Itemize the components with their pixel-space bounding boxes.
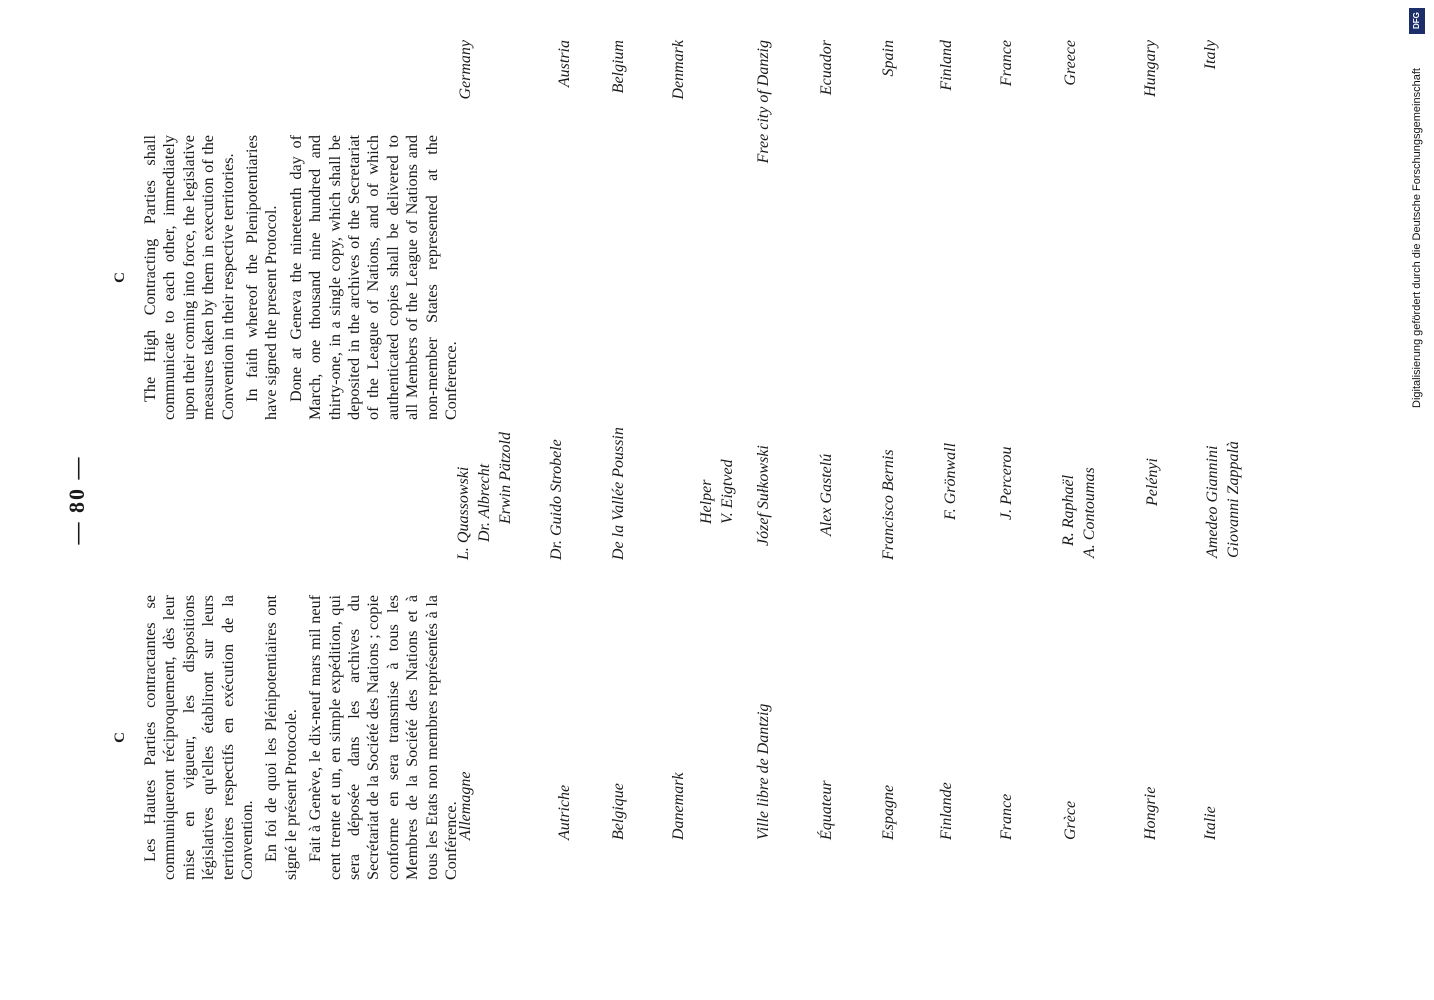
country-name-english: Ecuador [818, 40, 835, 96]
english-paragraph-done-at: Done at Geneva the nineteenth day of March, one thousand nine hundred and thirty-one, in a single copy, which shall be deposited in the archives of the Secretariat of the League of Nations, and of which authenticated copies shall be delivered to all Members of the League of Nations and non-member States represented at the Conference. [286, 135, 461, 420]
english-column-mark: C [112, 272, 128, 283]
country-name-french: Allemagne [457, 771, 474, 840]
country-name-french: Équateur [818, 780, 835, 840]
signer-name: Giovanni Zappalà [1225, 441, 1242, 558]
watermark-caption: Digitalisierung gefördert durch die Deutsche Forschungsgemeinschaft [1411, 68, 1423, 408]
country-name-english: Greece [1062, 40, 1079, 86]
country-name-french: Danemark [670, 772, 687, 840]
english-paragraph-faith: In faith whereof the Plenipotentiaries have signed the present Protocol. [243, 135, 281, 420]
country-name-french: Grèce [1062, 800, 1079, 840]
signer-names [753, 420, 774, 560]
country-name-french: Ville libre de Dantzig [755, 703, 772, 840]
signer-name: R. Raphaël [1060, 474, 1077, 546]
watermark-text [1404, 8, 1430, 408]
country-name-english: Finland [938, 40, 955, 91]
country-name-french: Belgique [610, 783, 627, 840]
country-name-french: Finlande [938, 782, 955, 840]
signer-name: V. Eigtved [719, 459, 736, 524]
signer-name: L. Quassowski [455, 466, 472, 560]
signer-name: Alex Gastelú [818, 453, 835, 536]
signer-names [546, 420, 567, 560]
signer-name: Francisco Bernis [880, 449, 897, 560]
signer-name: A. Contoumas [1081, 467, 1098, 558]
signer-names [608, 420, 629, 560]
signer-names [996, 420, 1017, 560]
signer-names [696, 420, 738, 560]
country-name-english: Hungary [1142, 40, 1159, 97]
digitization-watermark [1404, 8, 1430, 408]
country-name-french: Hongrie [1142, 786, 1159, 840]
signer-name: Dr. Albrecht [476, 463, 493, 542]
country-name-english: Germany [457, 40, 474, 100]
signer-name: De la Vallée Poussin [610, 427, 627, 560]
country-name-french: Espagne [880, 784, 897, 840]
french-column-mark: C [112, 732, 128, 743]
french-paragraph-faith: En foi de quoi les Plénipotentiaires ont signé le présent Protocole. [262, 595, 300, 880]
page-number: — 80 — [64, 455, 89, 545]
country-name-english: Belgium [610, 40, 627, 94]
signer-names [1142, 420, 1163, 560]
signer-name: F. Grönwall [942, 442, 959, 520]
country-name-english: Denmark [670, 40, 687, 100]
country-name-english: France [998, 40, 1015, 87]
signer-names [816, 420, 837, 560]
dfg-logo-icon: DFG [1409, 8, 1425, 34]
signer-names [940, 420, 961, 560]
signer-names [1202, 420, 1244, 560]
signer-names [1058, 420, 1100, 560]
signer-name: Józef Sułkowski [755, 445, 772, 546]
country-name-french: Autriche [556, 784, 573, 840]
signer-name: Pelényi [1144, 458, 1161, 506]
country-name-english: Spain [880, 40, 897, 77]
country-name-french: Italie [1202, 806, 1219, 840]
signer-name: Dr. Guido Strobele [548, 439, 565, 560]
country-name-english: Italy [1202, 40, 1219, 70]
signer-names [878, 420, 899, 560]
signer-name: Helper [698, 479, 715, 524]
signer-name: J. Percerou [998, 446, 1015, 520]
french-paragraph-communication: Les Hautes Parties contractantes se communiqueront réciproquement, dès leur mise en vigueur, les dispositions législatives qu'elles établiront sur leurs territoires respectifs en exécution de la Convention. [141, 595, 257, 880]
french-paragraph-done-at: Fait à Genève, le dix-neuf mars mil neuf cent trente et un, en simple expédition, qui sera déposée dans les archives du Secrétariat de la Société des Nations ; copie conforme en sera transmise à tous les Membres de la Société des Nations et à tous les Etats non membres représentés à la Conférence. [306, 595, 461, 880]
french-column [112, 595, 467, 880]
country-name-english: Austria [556, 40, 573, 88]
english-column [112, 135, 467, 420]
signer-name: Amedeo Giannini [1204, 445, 1221, 558]
country-name-french: France [998, 793, 1015, 840]
english-paragraph-communication: The High Contracting Parties shall communicate to each other, immediately upon their coming into force, the legislative measures taken by them in execution of the Convention in their respective territories. [141, 135, 237, 420]
country-name-english: Free city of Danzig [755, 40, 772, 164]
signer-names [453, 420, 516, 560]
signer-name: Erwin Pätzold [497, 431, 514, 524]
